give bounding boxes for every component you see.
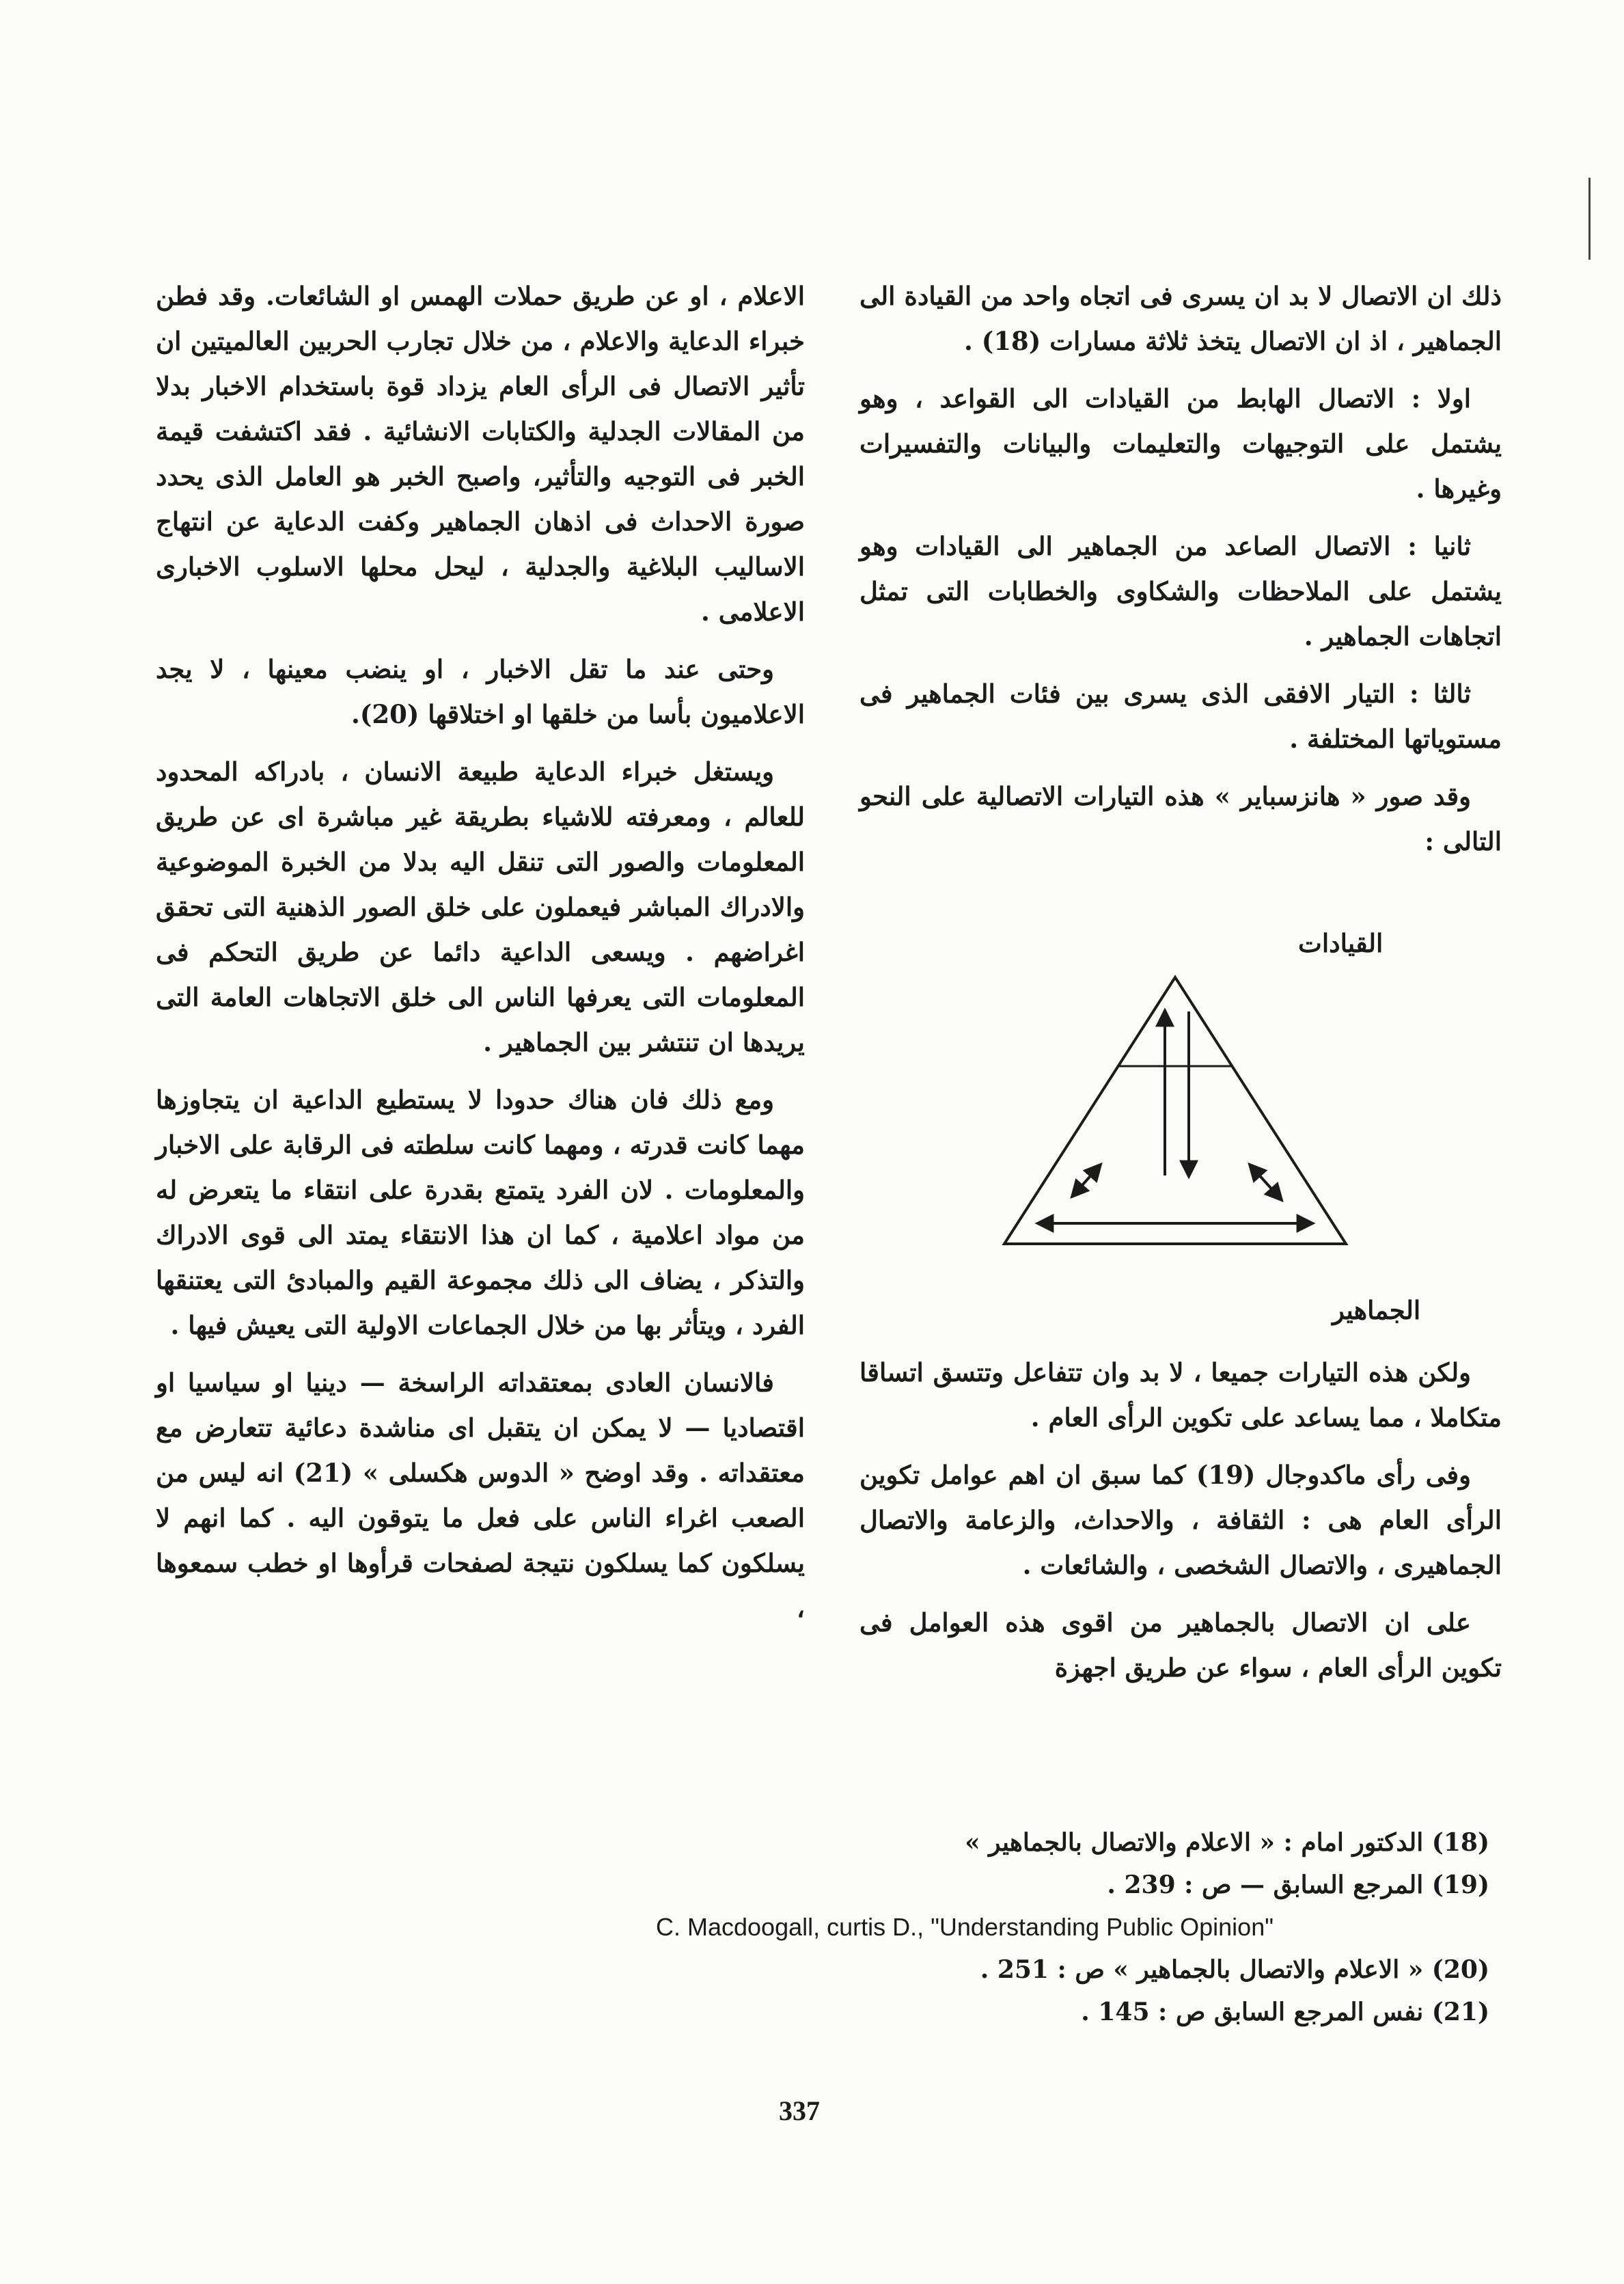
right-column [859, 273, 1502, 876]
page-number: 337 [779, 2095, 820, 2126]
footnote-21: (21) نفس المرجع السابق ص : 145 . [1081, 1998, 1489, 2026]
footnote-20: (20) « الاعلام والاتصال بالجماهير » ص : 251 . [980, 1955, 1489, 1984]
right-column-continued [859, 1350, 1502, 1702]
paragraph: وفى رأى ماكدوجال (19) كما سبق ان اهم عوامل تكوين الرأى العام هى : الثقافة ، والاحداث، والزعامة والاتصال الجماهيرى ، والاتصال الشخصى ، والشائعات . [859, 1460, 1502, 1580]
arrow-diagonal-right [1250, 1165, 1281, 1199]
paragraph: وحتى عند ما تقل الاخبار ، او ينضب معينها ، لا يجد الاعلاميون بأسا من خلقها او اختلاقها (20). [156, 654, 805, 729]
paragraph: ذلك ان الاتصال لا بد ان يسرى فى اتجاه واحد من القيادة الى الجماهير ، اذ ان الاتصال يتخذ ثلاثة مسارات (18) . [859, 281, 1502, 356]
paragraph: ويستغل خبراء الدعاية طبيعة الانسان ، بادراكه المحدود للعالم ، ومعرفته للاشياء بطريقة غير مباشرة اى عن طريق المعلومات والصور التى تنقل اليه بدلا من الخبرة الموضوعية والادراك المباشر فيعملون على خلق الصور الذهنية التى تحقق اغراضهم . ويسعى الداعية دائما عن طريق التحكم فى المعلومات التى يعرفها الناس الى خلق الاتجاهات العامة التى يريدها ان تنتشر بين الجماهير . [156, 757, 805, 1057]
figure-bottom-label: الجماهير [1332, 1295, 1421, 1325]
paragraph: ثانيا : الاتصال الصاعد من الجماهير الى القيادات وهو يشتمل على الملاحظات والشكاوى والخطابات التى تمثل اتجاهات الجماهير . [859, 531, 1502, 651]
paragraph: الاعلام ، او عن طريق حملات الهمس او الشائعات. وقد فطن خبراء الدعاية والاعلام ، من خلال تجارب الحربين العالميتين ان تأثير الاتصال فى الرأى العام يزداد قوة باستخدام الاخبار بدلا من المقالات الجدلية والكتابات الانشائية . فقد اكتشفت قيمة الخبر فى التوجيه والتأثير، واصبح الخبر هو العامل الذى يحدد صورة الاحداث فى اذهان الجماهير وكفت الدعاية عن انتهاج الاساليب البلاغية والجدلية ، ليحل محلها الاسلوب الاخبارى الاعلامى . [156, 281, 805, 627]
paragraph: فالانسان العادى بمعتقداته الراسخة — دينيا او سياسيا او اقتصاديا — لا يمكن ان يتقبل اى مناشدة دعائية تتعارض مع معتقداته . وقد اوضح « الدوس هكسلى » (21) انه ليس من الصعب اغراء الناس على فعل ما يتوقون اليه . كما انهم لا يسلكون كما يسلكون نتيجة لصفحات قرأوها او خطب سمعوها ، [156, 1368, 805, 1623]
footnotes [615, 1821, 1489, 2033]
paragraph: ولكن هذه التيارات جميعا ، لا بد وان تتفاعل وتتسق اتساقا متكاملا ، مما يساعد على تكوين الرأى العام . [859, 1357, 1502, 1432]
footnote-19-reference: C. Macdoogall, curtis D., "Understanding Public Opinion" [656, 1913, 1274, 1941]
paragraph: ثالثا : التيار الافقى الذى يسرى بين فئات الجماهير فى مستوياتها المختلفة . [859, 679, 1502, 754]
footnote-19: (19) المرجع السابق — ص : 239 . [1107, 1871, 1489, 1899]
pyramid-outline [1004, 977, 1346, 1244]
scan-edge-mark [1588, 178, 1591, 260]
communication-pyramid-diagram [994, 970, 1356, 1271]
figure-top-label: القيادات [1298, 928, 1384, 958]
arrow-diagonal-left [1073, 1165, 1100, 1196]
paragraph: على ان الاتصال بالجماهير من اقوى هذه العوامل فى تكوين الرأى العام ، سواء عن طريق اجهزة [859, 1607, 1502, 1683]
footnote-18: (18) الدكتور امام : « الاعلام والاتصال بالجماهير » [965, 1828, 1489, 1857]
left-column [156, 273, 805, 1643]
paragraph: اولا : الاتصال الهابط من القيادات الى القواعد ، وهو يشتمل على التوجيهات والتعليمات والبيانات والتفسيرات وغيرها . [859, 383, 1502, 504]
paragraph: وقد صور « هانزسباير » هذه التيارات الاتصالية على النحو التالى : [859, 781, 1502, 856]
paragraph: ومع ذلك فان هناك حدودا لا يستطيع الداعية ان يتجاوزها مهما كانت قدرته ، ومهما كانت سلطته فى الرقابة على الاخبار والمعلومات . لان الفرد يتمتع بقدرة على انتقاء ما يتعرض له من مواد اعلامية ، كما ان هذا الانتقاء يمتد الى قوى الادراك والتذكر ، يضاف الى ذلك مجموعة القيم والمبادئ التى يعتنقها الفرد ، ويتأثر بها من خلال الجماعات الاولية التى يعيش فيها . [156, 1085, 806, 1340]
